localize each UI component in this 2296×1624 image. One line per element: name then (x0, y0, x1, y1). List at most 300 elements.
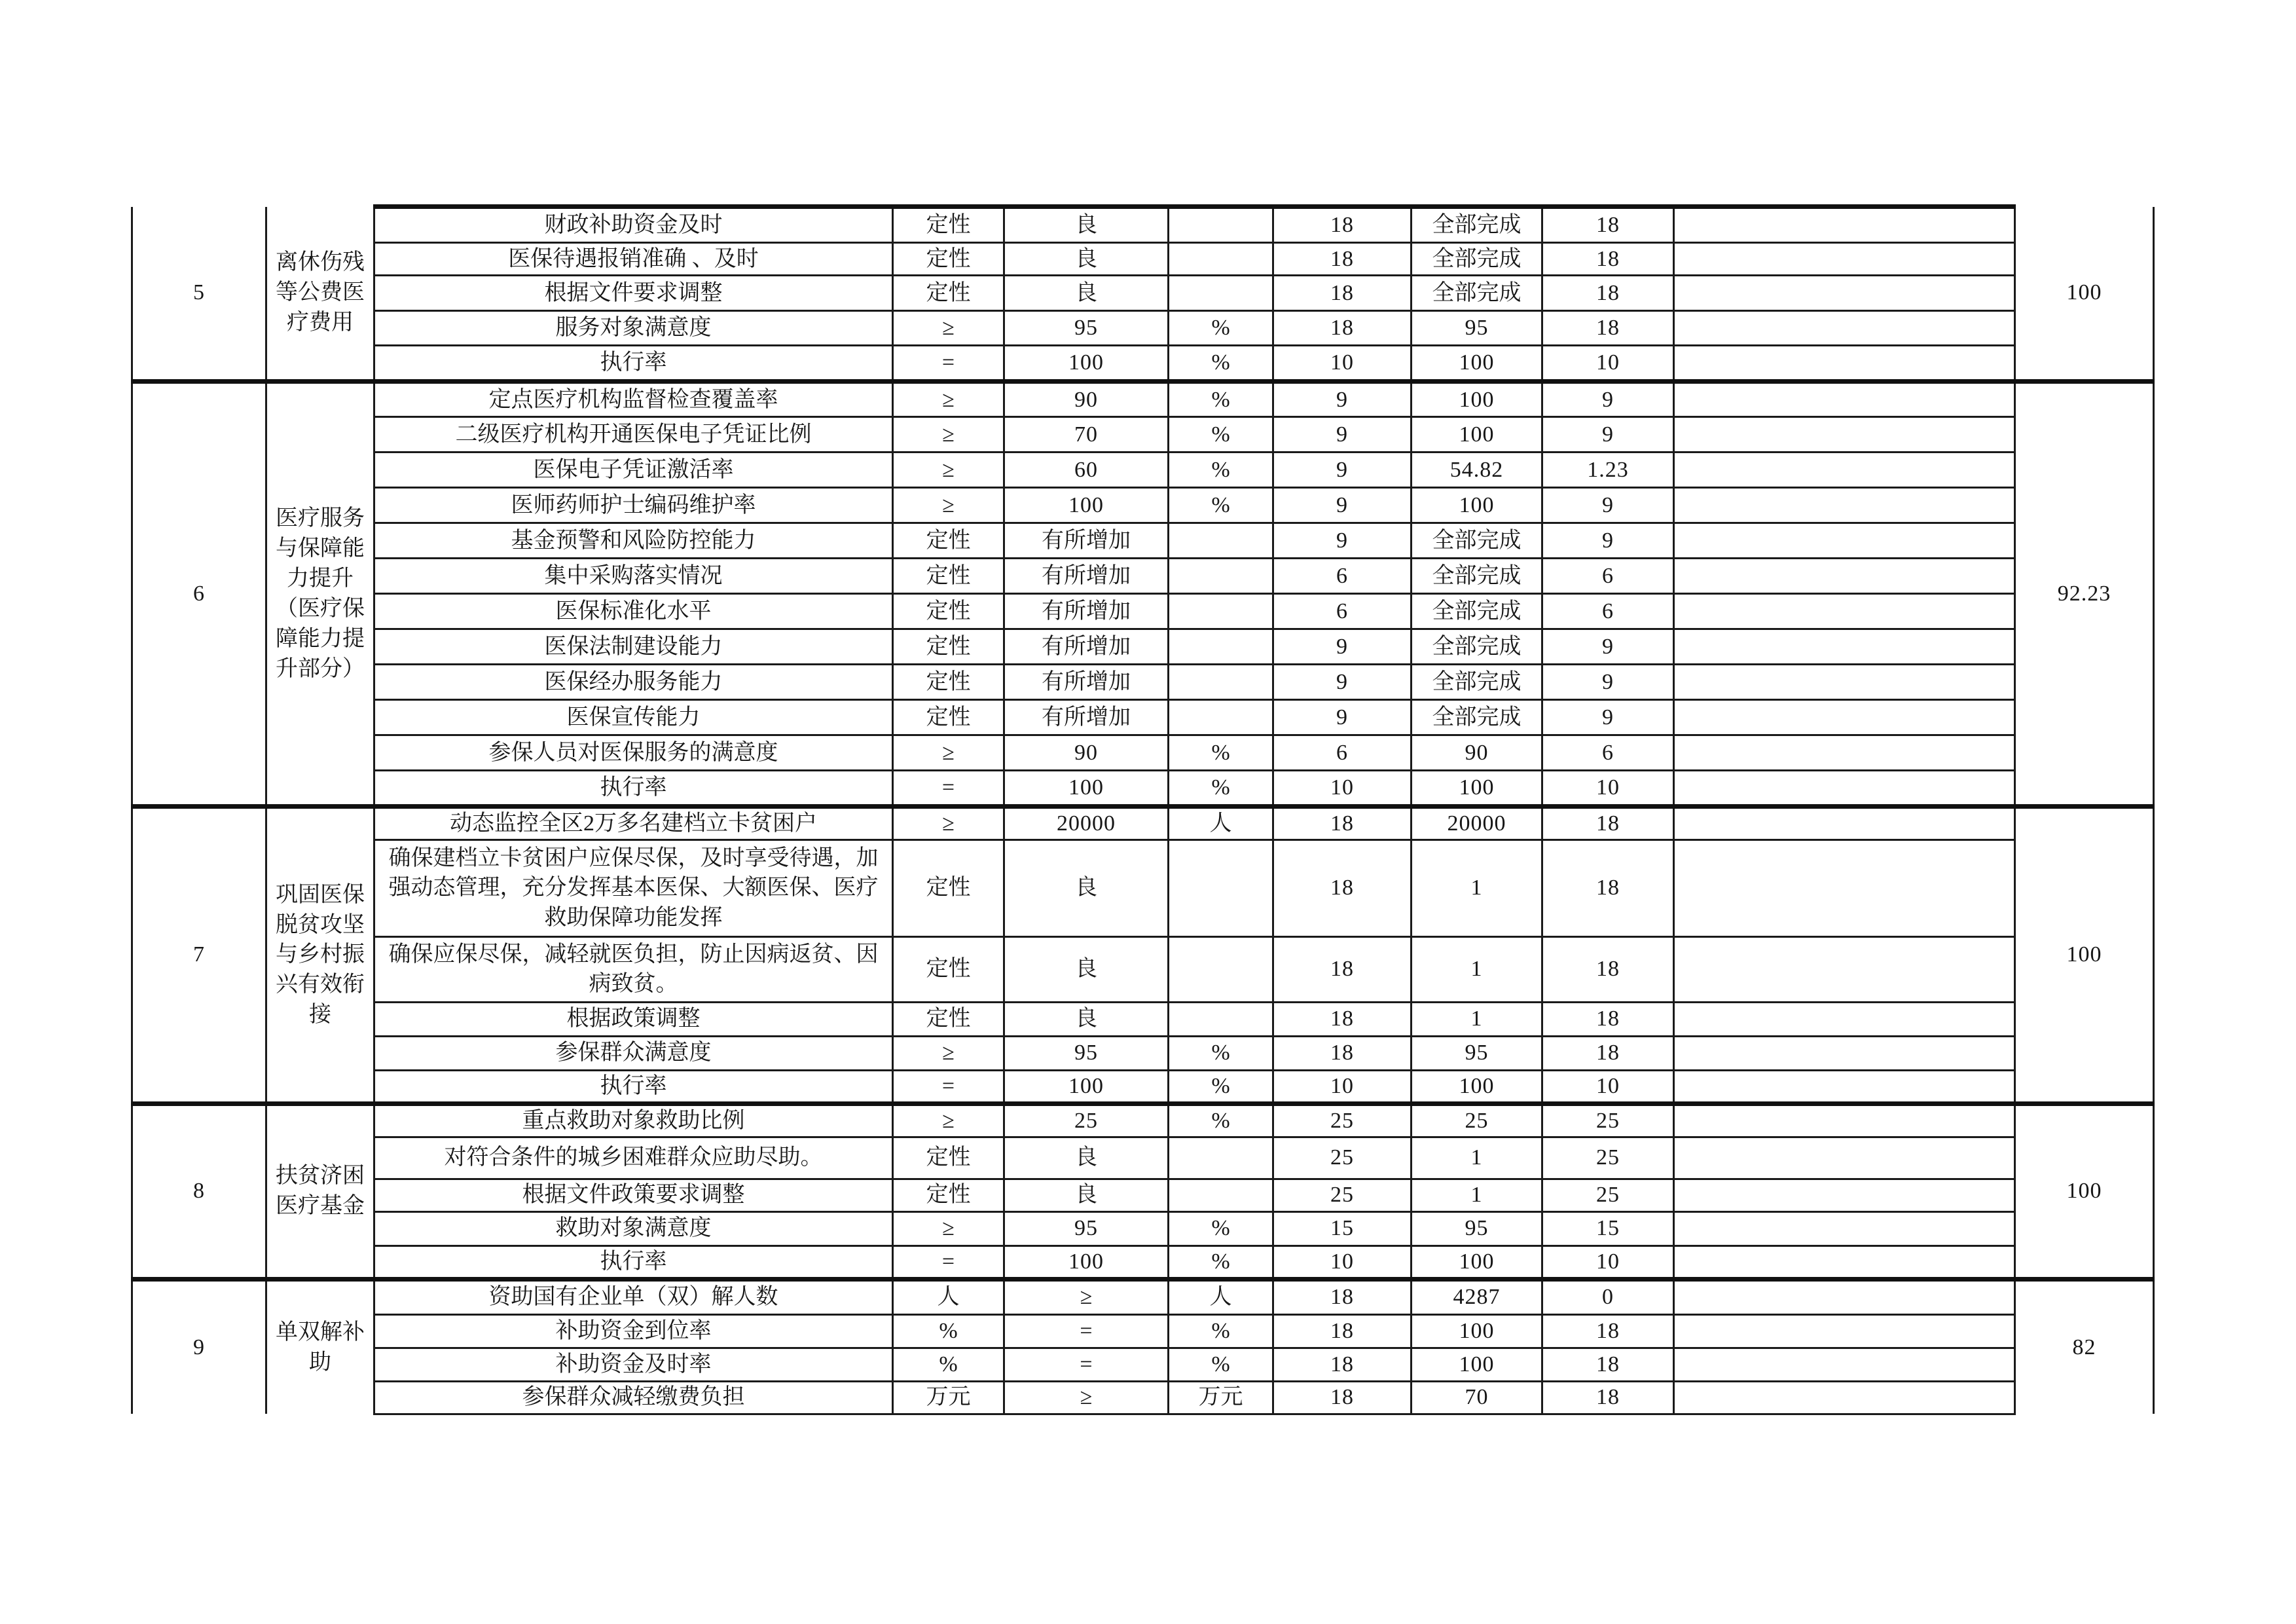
table-row (132, 559, 2154, 594)
weight-cell: 6 (1273, 594, 1412, 629)
points-cell: 18 (1542, 840, 1674, 936)
unit-cell (1169, 594, 1273, 629)
unit-cell (1169, 936, 1273, 1002)
points-cell: 25 (1542, 1179, 1674, 1211)
category-cell: 医疗服务与保障能力提升（医疗保障能力提升部分） (266, 382, 374, 807)
remark-cell (1674, 559, 2015, 594)
remark-cell (1674, 665, 2015, 700)
remark-cell (1674, 1381, 2015, 1414)
target-value-cell: 良 (1004, 936, 1169, 1002)
remark-cell (1674, 311, 2015, 346)
target-value-cell: 95 (1004, 1211, 1169, 1246)
remark-cell (1674, 771, 2015, 807)
weight-cell: 18 (1273, 311, 1412, 346)
criteria-cell: ≥ (893, 311, 1004, 346)
table-row (132, 807, 2154, 840)
table-row (132, 207, 2154, 243)
unit-cell: % (1169, 771, 1273, 807)
criteria-cell: 定性 (893, 1137, 1004, 1179)
indicator-cell: 确保建档立卡贫困户应保尽保，及时享受待遇，加强动态管理，充分发挥基本医保、大额医保、医疗救助保障功能发挥 (374, 840, 893, 936)
target-value-cell: 有所增加 (1004, 665, 1169, 700)
indicator-cell: 基金预警和风险防控能力 (374, 523, 893, 559)
row-number-cell: 6 (132, 382, 266, 807)
indicator-cell: 执行率 (374, 346, 893, 382)
unit-cell (1169, 243, 1273, 276)
actual-value-cell: 全部完成 (1412, 559, 1542, 594)
row-number-cell: 9 (132, 1279, 266, 1414)
target-value-cell: 有所增加 (1004, 559, 1169, 594)
indicator-cell: 重点救助对象救助比例 (374, 1103, 893, 1137)
remark-cell (1674, 700, 2015, 735)
remark-cell (1674, 1036, 2015, 1070)
actual-value-cell: 100 (1412, 346, 1542, 382)
unit-cell (1169, 207, 1273, 243)
actual-value-cell: 100 (1412, 488, 1542, 523)
table-row (132, 1002, 2154, 1036)
unit-cell: % (1169, 382, 1273, 417)
criteria-cell: = (893, 346, 1004, 382)
actual-value-cell: 70 (1412, 1381, 1542, 1414)
remark-cell (1674, 276, 2015, 311)
points-cell: 9 (1542, 629, 1674, 665)
unit-cell: % (1169, 311, 1273, 346)
unit-cell: % (1169, 1348, 1273, 1381)
weight-cell: 25 (1273, 1137, 1412, 1179)
points-cell: 25 (1542, 1103, 1674, 1137)
target-value-cell: ≥ (1004, 1279, 1169, 1314)
weight-cell: 18 (1273, 243, 1412, 276)
points-cell: 9 (1542, 665, 1674, 700)
target-value-cell: 90 (1004, 382, 1169, 417)
actual-value-cell: 25 (1412, 1103, 1542, 1137)
points-cell: 9 (1542, 382, 1674, 417)
remark-cell (1674, 488, 2015, 523)
table-row (132, 1381, 2154, 1414)
unit-cell (1169, 276, 1273, 311)
target-value-cell: 良 (1004, 243, 1169, 276)
category-cell: 巩固医保脱贫攻坚与乡村振兴有效衔接 (266, 807, 374, 1104)
indicator-cell: 医师药师护士编码维护率 (374, 488, 893, 523)
section-score-cell: 100 (2015, 807, 2154, 1104)
unit-cell: % (1169, 1246, 1273, 1279)
table-row (132, 1103, 2154, 1137)
indicator-cell: 集中采购落实情况 (374, 559, 893, 594)
criteria-cell: 定性 (893, 1179, 1004, 1211)
table-row (132, 1314, 2154, 1348)
remark-cell (1674, 1179, 2015, 1211)
points-cell: 18 (1542, 311, 1674, 346)
target-value-cell: 良 (1004, 1002, 1169, 1036)
indicator-cell: 医保法制建设能力 (374, 629, 893, 665)
criteria-cell: 定性 (893, 936, 1004, 1002)
criteria-cell: 人 (893, 1279, 1004, 1314)
indicator-cell: 参保群众满意度 (374, 1036, 893, 1070)
table-row (132, 629, 2154, 665)
category-cell: 单双解补助 (266, 1279, 374, 1414)
actual-value-cell: 95 (1412, 311, 1542, 346)
unit-cell: % (1169, 1036, 1273, 1070)
target-value-cell: 良 (1004, 207, 1169, 243)
points-cell: 1.23 (1542, 452, 1674, 488)
target-value-cell: 良 (1004, 840, 1169, 936)
criteria-cell: 定性 (893, 523, 1004, 559)
indicator-cell: 根据文件要求调整 (374, 276, 893, 311)
actual-value-cell: 4287 (1412, 1279, 1542, 1314)
actual-value-cell: 90 (1412, 735, 1542, 771)
points-cell: 9 (1542, 488, 1674, 523)
unit-cell: % (1169, 417, 1273, 452)
section-score-cell: 82 (2015, 1279, 2154, 1414)
target-value-cell: 良 (1004, 1179, 1169, 1211)
remark-cell (1674, 1070, 2015, 1103)
points-cell: 10 (1542, 346, 1674, 382)
indicator-cell: 动态监控全区2万多名建档立卡贫困户 (374, 807, 893, 840)
target-value-cell: 良 (1004, 1137, 1169, 1179)
criteria-cell: 定性 (893, 700, 1004, 735)
weight-cell: 9 (1273, 629, 1412, 665)
table-row (132, 488, 2154, 523)
weight-cell: 18 (1273, 207, 1412, 243)
indicator-cell: 医保电子凭证激活率 (374, 452, 893, 488)
section-score-cell: 92.23 (2015, 382, 2154, 807)
table-row (132, 771, 2154, 807)
target-value-cell: = (1004, 1348, 1169, 1381)
actual-value-cell: 全部完成 (1412, 594, 1542, 629)
remark-cell (1674, 807, 2015, 840)
remark-cell (1674, 452, 2015, 488)
criteria-cell: 定性 (893, 665, 1004, 700)
unit-cell: % (1169, 488, 1273, 523)
target-value-cell: 有所增加 (1004, 700, 1169, 735)
remark-cell (1674, 1002, 2015, 1036)
remark-cell (1674, 1279, 2015, 1314)
target-value-cell: 60 (1004, 452, 1169, 488)
points-cell: 10 (1542, 1246, 1674, 1279)
unit-cell: % (1169, 1211, 1273, 1246)
remark-cell (1674, 735, 2015, 771)
weight-cell: 6 (1273, 559, 1412, 594)
points-cell: 9 (1542, 417, 1674, 452)
indicator-cell: 财政补助资金及时 (374, 207, 893, 243)
indicator-cell: 医保宣传能力 (374, 700, 893, 735)
evaluation-table (131, 204, 2155, 1415)
points-cell: 6 (1542, 735, 1674, 771)
indicator-cell: 二级医疗机构开通医保电子凭证比例 (374, 417, 893, 452)
actual-value-cell: 100 (1412, 417, 1542, 452)
target-value-cell: ≥ (1004, 1381, 1169, 1414)
actual-value-cell: 全部完成 (1412, 700, 1542, 735)
table-row (132, 417, 2154, 452)
target-value-cell: 20000 (1004, 807, 1169, 840)
remark-cell (1674, 523, 2015, 559)
weight-cell: 10 (1273, 1246, 1412, 1279)
points-cell: 18 (1542, 807, 1674, 840)
target-value-cell: 100 (1004, 771, 1169, 807)
row-number-cell: 7 (132, 807, 266, 1104)
indicator-cell: 执行率 (374, 1246, 893, 1279)
indicator-cell: 执行率 (374, 1070, 893, 1103)
target-value-cell: 70 (1004, 417, 1169, 452)
weight-cell: 9 (1273, 452, 1412, 488)
remark-cell (1674, 417, 2015, 452)
actual-value-cell: 全部完成 (1412, 523, 1542, 559)
weight-cell: 18 (1273, 840, 1412, 936)
points-cell: 10 (1542, 771, 1674, 807)
unit-cell: % (1169, 1103, 1273, 1137)
criteria-cell: ≥ (893, 417, 1004, 452)
weight-cell: 18 (1273, 276, 1412, 311)
row-number-cell: 8 (132, 1103, 266, 1279)
points-cell: 18 (1542, 1036, 1674, 1070)
category-cell: 离休伤残等公费医疗费用 (266, 207, 374, 382)
indicator-cell: 服务对象满意度 (374, 311, 893, 346)
actual-value-cell: 100 (1412, 771, 1542, 807)
target-value-cell: 有所增加 (1004, 594, 1169, 629)
unit-cell: 万元 (1169, 1381, 1273, 1414)
indicator-cell: 补助资金及时率 (374, 1348, 893, 1381)
indicator-cell: 确保应保尽保，减轻就医负担，防止因病返贫、因病致贫。 (374, 936, 893, 1002)
points-cell: 0 (1542, 1279, 1674, 1314)
remark-cell (1674, 629, 2015, 665)
target-value-cell: 100 (1004, 1070, 1169, 1103)
remark-cell (1674, 840, 2015, 936)
criteria-cell: ≥ (893, 1036, 1004, 1070)
points-cell: 18 (1542, 1348, 1674, 1381)
criteria-cell: ≥ (893, 1103, 1004, 1137)
table-row (132, 452, 2154, 488)
table-row (132, 665, 2154, 700)
actual-value-cell: 95 (1412, 1036, 1542, 1070)
table-row (132, 1036, 2154, 1070)
actual-value-cell: 100 (1412, 1246, 1542, 1279)
weight-cell: 25 (1273, 1103, 1412, 1137)
actual-value-cell: 全部完成 (1412, 665, 1542, 700)
weight-cell: 18 (1273, 936, 1412, 1002)
target-value-cell: 100 (1004, 488, 1169, 523)
table-row (132, 1179, 2154, 1211)
weight-cell: 9 (1273, 665, 1412, 700)
unit-cell (1169, 629, 1273, 665)
target-value-cell: 有所增加 (1004, 629, 1169, 665)
points-cell: 18 (1542, 243, 1674, 276)
table-row (132, 243, 2154, 276)
criteria-cell: ≥ (893, 807, 1004, 840)
indicator-cell: 对符合条件的城乡困难群众应助尽助。 (374, 1137, 893, 1179)
criteria-cell: 万元 (893, 1381, 1004, 1414)
indicator-cell: 医保经办服务能力 (374, 665, 893, 700)
weight-cell: 18 (1273, 1314, 1412, 1348)
remark-cell (1674, 382, 2015, 417)
table-row (132, 735, 2154, 771)
table-row (132, 1348, 2154, 1381)
points-cell: 9 (1542, 523, 1674, 559)
unit-cell (1169, 1179, 1273, 1211)
table-row (132, 936, 2154, 1002)
weight-cell: 9 (1273, 523, 1412, 559)
points-cell: 6 (1542, 594, 1674, 629)
section-score-cell: 100 (2015, 207, 2154, 382)
weight-cell: 9 (1273, 488, 1412, 523)
weight-cell: 25 (1273, 1179, 1412, 1211)
indicator-cell: 执行率 (374, 771, 893, 807)
remark-cell (1674, 594, 2015, 629)
remark-cell (1674, 1348, 2015, 1381)
points-cell: 15 (1542, 1211, 1674, 1246)
table-row (132, 346, 2154, 382)
criteria-cell: 定性 (893, 276, 1004, 311)
weight-cell: 18 (1273, 1348, 1412, 1381)
table-row (132, 382, 2154, 417)
points-cell: 18 (1542, 1002, 1674, 1036)
target-value-cell: 有所增加 (1004, 523, 1169, 559)
weight-cell: 15 (1273, 1211, 1412, 1246)
unit-cell (1169, 840, 1273, 936)
weight-cell: 9 (1273, 700, 1412, 735)
indicator-cell: 定点医疗机构监督检查覆盖率 (374, 382, 893, 417)
actual-value-cell: 1 (1412, 1137, 1542, 1179)
remark-cell (1674, 936, 2015, 1002)
unit-cell (1169, 523, 1273, 559)
weight-cell: 10 (1273, 346, 1412, 382)
weight-cell: 18 (1273, 1036, 1412, 1070)
points-cell: 18 (1542, 936, 1674, 1002)
weight-cell: 18 (1273, 807, 1412, 840)
actual-value-cell: 全部完成 (1412, 276, 1542, 311)
indicator-cell: 资助国有企业单（双）解人数 (374, 1279, 893, 1314)
indicator-cell: 参保人员对医保服务的满意度 (374, 735, 893, 771)
indicator-cell: 根据政策调整 (374, 1002, 893, 1036)
remark-cell (1674, 207, 2015, 243)
target-value-cell: 100 (1004, 346, 1169, 382)
points-cell: 18 (1542, 1381, 1674, 1414)
unit-cell: % (1169, 1070, 1273, 1103)
remark-cell (1674, 346, 2015, 382)
actual-value-cell: 1 (1412, 840, 1542, 936)
remark-cell (1674, 243, 2015, 276)
actual-value-cell: 1 (1412, 1179, 1542, 1211)
unit-cell (1169, 665, 1273, 700)
table-row (132, 594, 2154, 629)
indicator-cell: 参保群众减轻缴费负担 (374, 1381, 893, 1414)
criteria-cell: 定性 (893, 840, 1004, 936)
criteria-cell: 定性 (893, 207, 1004, 243)
criteria-cell: 定性 (893, 243, 1004, 276)
unit-cell: 人 (1169, 1279, 1273, 1314)
remark-cell (1674, 1137, 2015, 1179)
points-cell: 18 (1542, 207, 1674, 243)
criteria-cell: % (893, 1348, 1004, 1381)
actual-value-cell: 全部完成 (1412, 629, 1542, 665)
table-row (132, 700, 2154, 735)
criteria-cell: ≥ (893, 488, 1004, 523)
unit-cell: 人 (1169, 807, 1273, 840)
table-row (132, 523, 2154, 559)
category-cell: 扶贫济困医疗基金 (266, 1103, 374, 1279)
weight-cell: 18 (1273, 1002, 1412, 1036)
criteria-cell: 定性 (893, 1002, 1004, 1036)
unit-cell (1169, 1137, 1273, 1179)
table-row (132, 311, 2154, 346)
weight-cell: 9 (1273, 417, 1412, 452)
criteria-cell: ≥ (893, 735, 1004, 771)
weight-cell: 18 (1273, 1381, 1412, 1414)
weight-cell: 6 (1273, 735, 1412, 771)
points-cell: 18 (1542, 276, 1674, 311)
unit-cell: % (1169, 452, 1273, 488)
unit-cell (1169, 700, 1273, 735)
criteria-cell: = (893, 1070, 1004, 1103)
weight-cell: 10 (1273, 771, 1412, 807)
criteria-cell: ≥ (893, 1211, 1004, 1246)
actual-value-cell: 54.82 (1412, 452, 1542, 488)
criteria-cell: ≥ (893, 382, 1004, 417)
unit-cell: % (1169, 735, 1273, 771)
remark-cell (1674, 1246, 2015, 1279)
remark-cell (1674, 1314, 2015, 1348)
target-value-cell: 90 (1004, 735, 1169, 771)
points-cell: 6 (1542, 559, 1674, 594)
table-row (132, 276, 2154, 311)
criteria-cell: 定性 (893, 629, 1004, 665)
points-cell: 25 (1542, 1137, 1674, 1179)
target-value-cell: 95 (1004, 1036, 1169, 1070)
actual-value-cell: 100 (1412, 1348, 1542, 1381)
points-cell: 10 (1542, 1070, 1674, 1103)
table-row (132, 1246, 2154, 1279)
points-cell: 9 (1542, 700, 1674, 735)
criteria-cell: = (893, 1246, 1004, 1279)
unit-cell (1169, 559, 1273, 594)
criteria-cell: % (893, 1314, 1004, 1348)
criteria-cell: 定性 (893, 559, 1004, 594)
remark-cell (1674, 1211, 2015, 1246)
weight-cell: 18 (1273, 1279, 1412, 1314)
target-value-cell: 良 (1004, 276, 1169, 311)
weight-cell: 9 (1273, 382, 1412, 417)
indicator-cell: 医保标准化水平 (374, 594, 893, 629)
table-row (132, 1137, 2154, 1179)
section-score-cell: 100 (2015, 1103, 2154, 1279)
actual-value-cell: 1 (1412, 936, 1542, 1002)
table-row (132, 1279, 2154, 1314)
unit-cell (1169, 1002, 1273, 1036)
actual-value-cell: 100 (1412, 1314, 1542, 1348)
criteria-cell: 定性 (893, 594, 1004, 629)
indicator-cell: 救助对象满意度 (374, 1211, 893, 1246)
row-number-cell: 5 (132, 207, 266, 382)
actual-value-cell: 95 (1412, 1211, 1542, 1246)
target-value-cell: 25 (1004, 1103, 1169, 1137)
indicator-cell: 补助资金到位率 (374, 1314, 893, 1348)
criteria-cell: ≥ (893, 452, 1004, 488)
indicator-cell: 根据文件政策要求调整 (374, 1179, 893, 1211)
unit-cell: % (1169, 346, 1273, 382)
remark-cell (1674, 1103, 2015, 1137)
indicator-cell: 医保待遇报销准确 、及时 (374, 243, 893, 276)
target-value-cell: 95 (1004, 311, 1169, 346)
table-row (132, 840, 2154, 936)
actual-value-cell: 100 (1412, 382, 1542, 417)
unit-cell: % (1169, 1314, 1273, 1348)
actual-value-cell: 1 (1412, 1002, 1542, 1036)
points-cell: 18 (1542, 1314, 1674, 1348)
target-value-cell: 100 (1004, 1246, 1169, 1279)
criteria-cell: = (893, 771, 1004, 807)
table-row (132, 1211, 2154, 1246)
actual-value-cell: 全部完成 (1412, 243, 1542, 276)
actual-value-cell: 100 (1412, 1070, 1542, 1103)
actual-value-cell: 20000 (1412, 807, 1542, 840)
